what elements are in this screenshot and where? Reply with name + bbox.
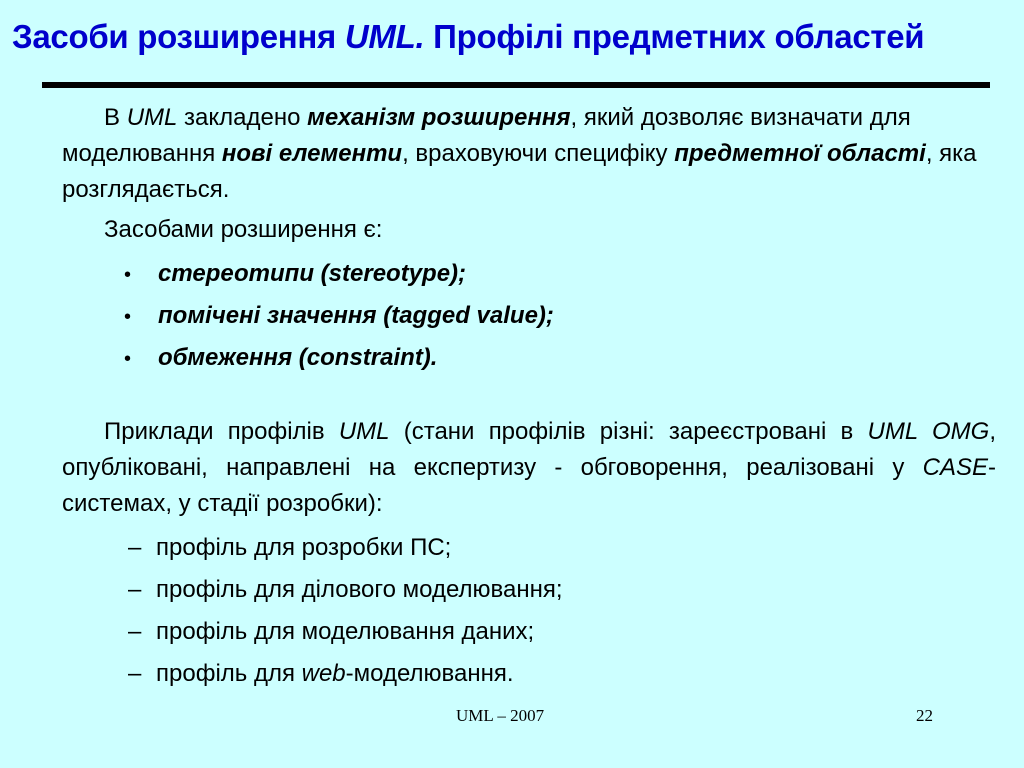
list-item (124, 254, 996, 296)
list-item-text: профіль для розробки ПС; (156, 534, 452, 561)
list-item (128, 612, 996, 654)
dash-icon: – (128, 660, 142, 687)
list-item (128, 654, 996, 696)
list-item-web: web (301, 660, 346, 687)
title-underline (42, 82, 990, 88)
intro-text: В (104, 104, 127, 131)
intro-paragraph (62, 100, 996, 208)
profiles-text: (стани профілів різні: зареєстровані в (389, 418, 868, 445)
list-item-text: профіль для моделювання даних; (156, 618, 535, 645)
profiles-text: , опубліковані, направлені на експертизу - обговорення, реалізовані у (62, 418, 996, 481)
profiles-case: CASE (922, 454, 988, 481)
list-item (124, 296, 996, 338)
intro-emph-new-elements: нові елементи (221, 140, 403, 167)
profiles-text: -системах, у стадії розробки): (62, 454, 996, 517)
profiles-paragraph (62, 414, 996, 522)
profiles-uml: UML (338, 418, 390, 445)
bullet-icon: • (124, 348, 132, 370)
list-item-text: обмеження (constraint). (158, 344, 438, 371)
page-number: 22 (916, 706, 933, 725)
intro-uml: UML (126, 104, 178, 131)
bullet-icon: • (124, 306, 132, 328)
title-text-2: Профілі предметних областей (424, 18, 925, 55)
intro-emph-domain: предметної області (674, 140, 926, 167)
means-heading: Засобами розширення є: (104, 216, 383, 243)
intro-text: , яка розглядається. (62, 140, 977, 203)
dash-icon: – (128, 576, 142, 603)
slide-title (12, 18, 1012, 56)
list-item-text: профіль для (156, 660, 302, 687)
bullet-icon: • (124, 264, 132, 286)
list-item-text: помічені значення (tagged value); (158, 302, 554, 329)
spacer (62, 380, 996, 414)
profiles-uml-omg: UML OMG (867, 418, 990, 445)
title-text-1: Засоби розширення (12, 18, 345, 55)
footer-label: UML – 2007 (456, 706, 545, 725)
profiles-list (62, 528, 996, 696)
intro-text: , який дозволяє визначати для моделювання (62, 104, 911, 167)
list-item (124, 338, 996, 380)
list-item (128, 528, 996, 570)
profiles-text: Приклади профілів (104, 418, 339, 445)
dash-icon: – (128, 618, 142, 645)
list-item-text: стереотипи (stereotype); (158, 260, 467, 287)
intro-emph-mechanism: механізм розширення (307, 104, 571, 131)
list-item-text: профіль для ділового моделювання; (156, 576, 563, 603)
intro-text: закладено (177, 104, 308, 131)
list-item (128, 570, 996, 612)
extension-means-list (62, 254, 996, 380)
list-item-text: -моделювання. (345, 660, 514, 687)
dash-icon: – (128, 534, 142, 561)
title-text-uml: UML. (344, 18, 425, 55)
slide-body (62, 100, 996, 696)
intro-text: , враховуючи специфіку (402, 140, 675, 167)
